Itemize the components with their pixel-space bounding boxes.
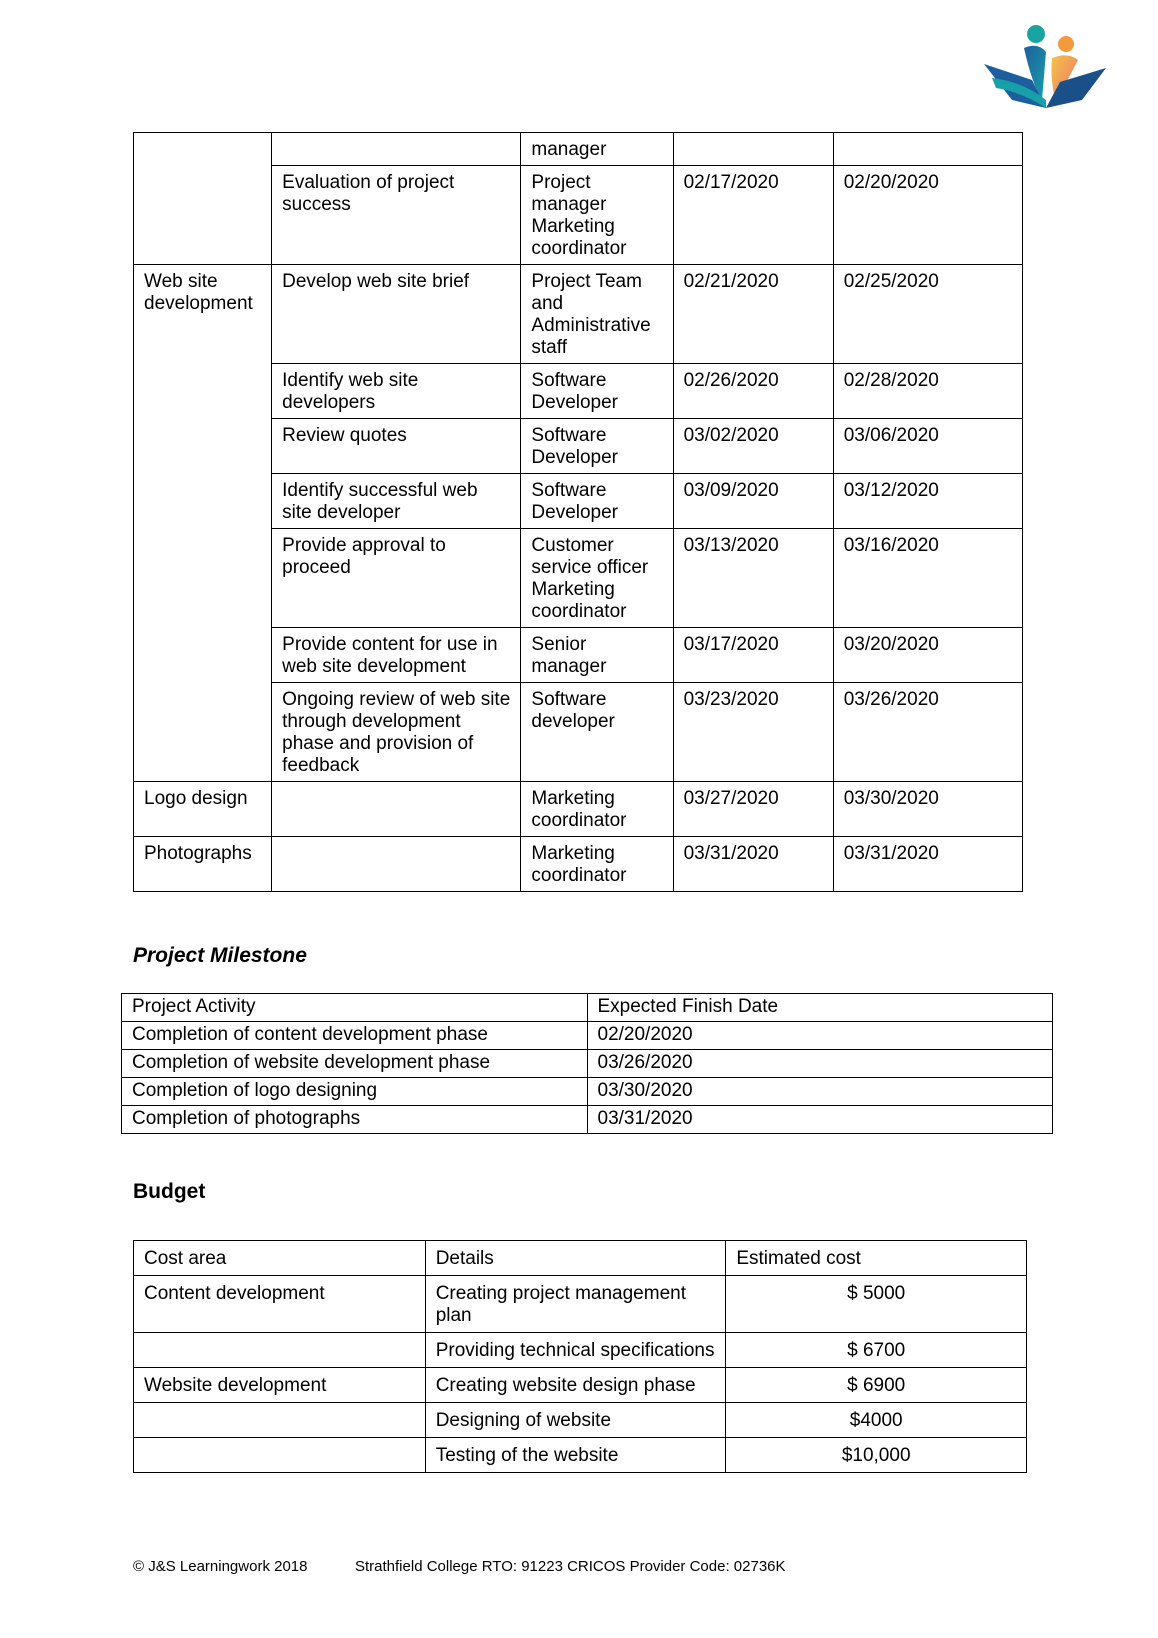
table-cell: 02/28/2020: [833, 364, 1022, 419]
table-cell: Evaluation of project success: [272, 166, 521, 265]
schedule-table: [133, 132, 1023, 892]
table-cell: 02/25/2020: [833, 265, 1022, 364]
table-row: [134, 1276, 1027, 1333]
table-row: [134, 1333, 1027, 1368]
table-cell: Content development: [134, 1276, 426, 1333]
table-cell: 03/13/2020: [673, 529, 833, 628]
header-cell: Estimated cost: [726, 1241, 1027, 1276]
table-cell: 02/17/2020: [673, 166, 833, 265]
table-row: [134, 1438, 1027, 1473]
header-cell: Project Activity: [122, 994, 588, 1022]
milestone-table: [121, 993, 1053, 1134]
table-cell: Software developer: [521, 683, 673, 782]
table-cell: Testing of the website: [425, 1438, 726, 1473]
table-cell: 03/31/2020: [833, 837, 1022, 892]
table-cell: Completion of photographs: [122, 1106, 588, 1134]
college-logo: [982, 22, 1108, 114]
table-row: [134, 782, 1023, 837]
table-cell: Marketing coordinator: [521, 782, 673, 837]
table-row: [122, 1022, 1053, 1050]
table-cell: Identify web site developers: [272, 364, 521, 419]
budget-heading: Budget: [133, 1180, 206, 1203]
table-cell: Designing of website: [425, 1403, 726, 1438]
table-row: [134, 133, 1023, 166]
milestone-heading: Project Milestone: [133, 944, 307, 967]
table-cell: Creating project management plan: [425, 1276, 726, 1333]
table-cell: Completion of logo designing: [122, 1078, 588, 1106]
footer-copyright: © J&S Learningwork 2018: [133, 1558, 308, 1575]
table-cell: 03/30/2020: [587, 1078, 1053, 1106]
table-cell: Project Team and Administrative staff: [521, 265, 673, 364]
table-cell: [134, 1403, 426, 1438]
table-cell: Develop web site brief: [272, 265, 521, 364]
table-cell: 03/31/2020: [587, 1106, 1053, 1134]
header-cell: Expected Finish Date: [587, 994, 1053, 1022]
table-cell: Software Developer: [521, 364, 673, 419]
table-cell: 03/17/2020: [673, 628, 833, 683]
table-cell: Provide content for use in web site development: [272, 628, 521, 683]
table-cell: Ongoing review of web site through development phase and provision of feedback: [272, 683, 521, 782]
table-cell: Software Developer: [521, 474, 673, 529]
table-cell: Providing technical specifications: [425, 1333, 726, 1368]
table-cell: Creating website design phase: [425, 1368, 726, 1403]
cost-cell: $10,000: [726, 1438, 1027, 1473]
table-cell: [673, 133, 833, 166]
table-row: [134, 1368, 1027, 1403]
table-cell: Web site development: [134, 265, 272, 782]
table-cell: 03/09/2020: [673, 474, 833, 529]
table-header-row: [122, 994, 1053, 1022]
table-cell: Photographs: [134, 837, 272, 892]
table-cell: 03/16/2020: [833, 529, 1022, 628]
cost-cell: $4000: [726, 1403, 1027, 1438]
table-cell: manager: [521, 133, 673, 166]
table-row: [134, 1403, 1027, 1438]
table-cell: Identify successful web site developer: [272, 474, 521, 529]
table-row: [122, 1106, 1053, 1134]
table-cell: [134, 1333, 426, 1368]
table-cell: 02/26/2020: [673, 364, 833, 419]
table-cell: Review quotes: [272, 419, 521, 474]
table-cell: [272, 837, 521, 892]
footer-provider: Strathfield College RTO: 91223 CRICOS Provider Code: 02736K: [355, 1558, 786, 1575]
table-cell: Logo design: [134, 782, 272, 837]
table-cell: 03/26/2020: [587, 1050, 1053, 1078]
table-cell: Customer service officer Marketing coordinator: [521, 529, 673, 628]
table-cell: Provide approval to proceed: [272, 529, 521, 628]
table-cell: 03/27/2020: [673, 782, 833, 837]
table-cell: 02/21/2020: [673, 265, 833, 364]
table-cell: Project manager Marketing coordinator: [521, 166, 673, 265]
table-cell: Website development: [134, 1368, 426, 1403]
table-cell: 03/23/2020: [673, 683, 833, 782]
table-cell: 03/30/2020: [833, 782, 1022, 837]
table-cell: 02/20/2020: [587, 1022, 1053, 1050]
table-row: [122, 1078, 1053, 1106]
table-cell: 03/31/2020: [673, 837, 833, 892]
table-row: [122, 1050, 1053, 1078]
header-cell: Details: [425, 1241, 726, 1276]
table-cell: [272, 782, 521, 837]
cost-cell: $ 6700: [726, 1333, 1027, 1368]
table-header-row: [134, 1241, 1027, 1276]
table-cell: [833, 133, 1022, 166]
cost-cell: $ 6900: [726, 1368, 1027, 1403]
table-cell: 02/20/2020: [833, 166, 1022, 265]
table-row: [134, 837, 1023, 892]
table-cell: Completion of website development phase: [122, 1050, 588, 1078]
table-cell: Completion of content development phase: [122, 1022, 588, 1050]
cost-cell: $ 5000: [726, 1276, 1027, 1333]
table-cell: [134, 1438, 426, 1473]
table-cell: 03/06/2020: [833, 419, 1022, 474]
table-cell: 03/12/2020: [833, 474, 1022, 529]
table-row: [134, 265, 1023, 364]
table-cell: Software Developer: [521, 419, 673, 474]
table-cell: 03/02/2020: [673, 419, 833, 474]
budget-table: [133, 1240, 1027, 1473]
table-cell: Marketing coordinator: [521, 837, 673, 892]
header-cell: Cost area: [134, 1241, 426, 1276]
table-cell: 03/26/2020: [833, 683, 1022, 782]
table-cell: 03/20/2020: [833, 628, 1022, 683]
table-cell: [134, 133, 272, 265]
table-cell: Senior manager: [521, 628, 673, 683]
table-cell: [272, 133, 521, 166]
